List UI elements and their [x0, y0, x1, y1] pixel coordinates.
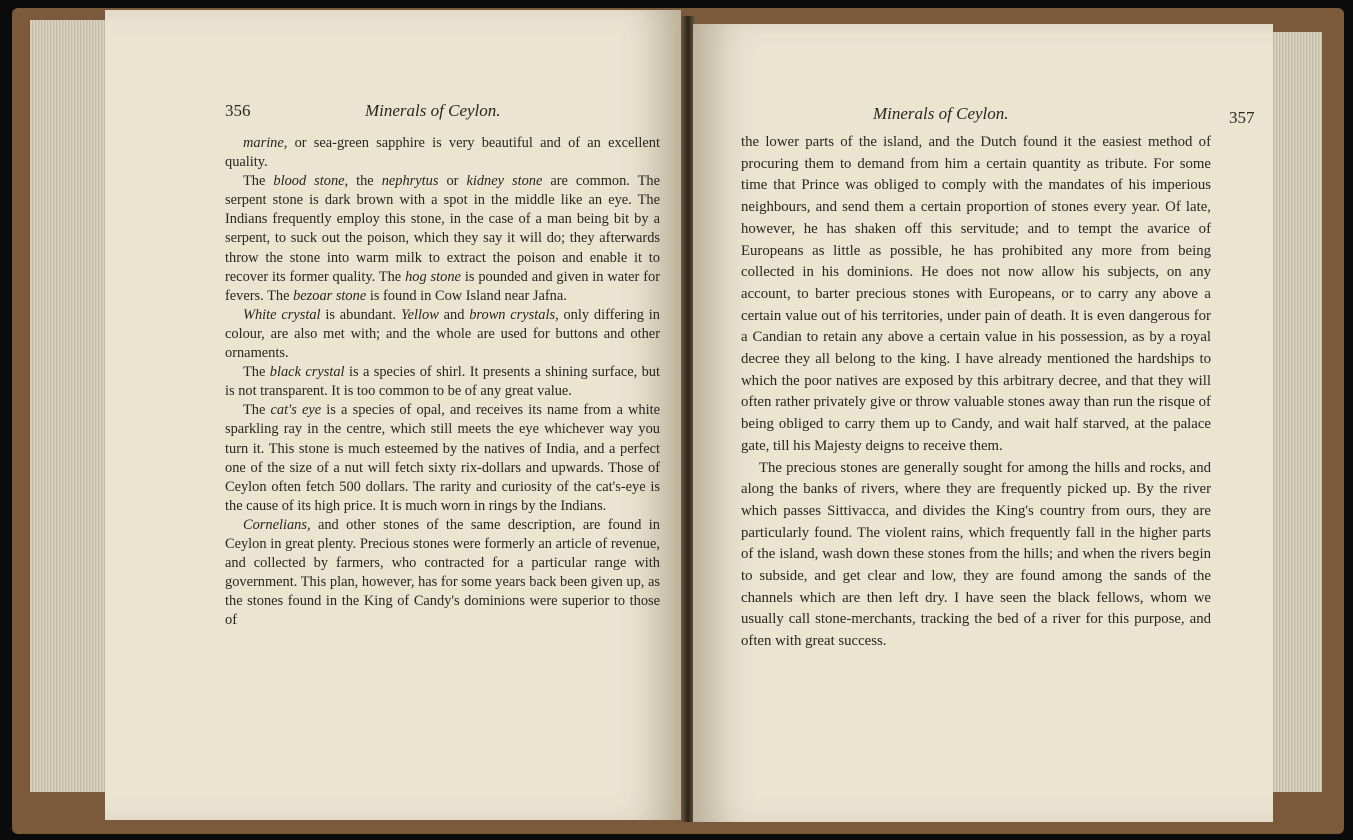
italic-term: black crystal [269, 364, 345, 381]
paragraph [225, 306, 660, 363]
text-run: The [243, 364, 270, 381]
text-run: the [348, 173, 382, 190]
text-run: is found in Cow Island near Jafna. [366, 287, 567, 304]
text-run: is abundant. [320, 306, 401, 323]
text-run: The precious stones are generally sought for among the hills and rocks, and along the banks of rivers, where they are frequently picked up. By the river which passes Sittivacca, and divides the King's country from ours, they are particularly found. The violent rains, which frequently fall in the higher parts of the island, wash down these stones from the hills; and when the rivers begin to subside, and get clear and low, they are found among the sands of the channels which are then left dry. I have seen the black fellows, whom we usually call stone-merchants, tracking the bed of a river for this purpose, and often with great success. [741, 459, 1211, 650]
text-run: are common. The serpent stone is dark brown with a spot in the middle like an eye. The Indians frequently employ this stone, in the case of a man being bit by a serpent, to suck out the poison, which they say it will do; they afterwards throw the stone into warm milk to extract the poison and enable it to recover its former quality. The [225, 173, 660, 285]
italic-term: blood stone, [273, 173, 349, 190]
italic-term: hog stone [405, 268, 461, 285]
text-run: is pounded and given in water for fevers. The [225, 268, 660, 304]
italic-term: brown crystals, [469, 306, 559, 323]
text-run: The [243, 402, 271, 419]
italic-term: Cornelians, [243, 516, 311, 533]
italic-term: nephrytus [381, 173, 439, 190]
text-run: only differing in colour, are also met with; and the whole are used for buttons and other ornaments. [225, 306, 660, 362]
running-title: Minerals of Ceylon. [873, 104, 1009, 123]
italic-term: cat's eye [270, 402, 322, 419]
page-number: 357 [1229, 108, 1255, 127]
paragraph [225, 516, 660, 631]
paragraph [741, 132, 1211, 458]
text-run: and [438, 306, 470, 323]
italic-term: Yellow [400, 306, 439, 323]
italic-term: bezoar stone [293, 287, 367, 304]
body-text [741, 132, 1211, 653]
text-run: is a species of opal, and receives its name from a white sparkling ray in the centre, which still meets the eye whichever way you turn it. This stone is much esteemed by the natives of India, and a perfect one of the size of a nut will fetch sixty rix-dollars and upwards. Those of Ceylon often fetch 500 dollars. The rarity and curiosity of the cat's-eye is the cause of its high price. It is much worn in rings by the Indians. [225, 402, 660, 514]
italic-term: White crystal [243, 306, 321, 323]
paragraph [225, 401, 660, 516]
page-number: 356 [225, 101, 251, 120]
italic-term: marine, [243, 135, 288, 151]
body-text [225, 134, 660, 630]
left-fore-edge [30, 20, 105, 792]
right-page [693, 24, 1273, 822]
paragraph [225, 363, 660, 401]
running-title: Minerals of Ceylon. [365, 101, 501, 120]
paragraph [225, 172, 660, 306]
text-run: and other stones of the same description, are found in Ceylon in great plenty. Precious stones were formerly an article of revenue, and collected by farmers, who contracted for a particular range with government. This plan, however, has for some years back been given up, as the stones found in the King of Candy's dominions were superior to those of [225, 516, 660, 629]
text-run: The [243, 173, 274, 190]
left-page [105, 10, 681, 820]
italic-term: kidney stone [466, 173, 543, 190]
text-run: is a species of shirl. It presents a shining surface, but is not transparent. It is too common to be of any great value. [225, 364, 660, 400]
paragraph [225, 134, 660, 172]
text-run: or sea-green sapphire is very beautiful and of an excellent quality. [225, 135, 660, 171]
paragraph [741, 458, 1211, 653]
text-run: or [438, 173, 467, 190]
text-run: the lower parts of the island, and the Dutch found it the easiest method of procuring them to demand from him a certain quantity as tribute. For some time that Prince was obliged to comply with the mandates of his imperious neighbours, and send them a certain proportion of stones every year. Of late, however, he has shaken off this servitude; and to tempt the avarice of Europeans as little as possible, he has prohibited any more from being collected in his dominions. He does not now allow his subjects, on any account, to barter precious stones with Europeans, or to carry any above a certain value out of his territories, under pain of death. It is even dangerous for a Candian to retain any above a certain value in his possession, as by a royal decree they all belong to the king. I have already mentioned the hardships to which the poor natives are exposed by this arbitrary decree, and that they will often rather privately give or throw valuable stones away than run the risque of being obliged to carry them up to Candy, and wait half starved, at the palace gate, till his Majesty deigns to receive them. [741, 134, 1211, 454]
